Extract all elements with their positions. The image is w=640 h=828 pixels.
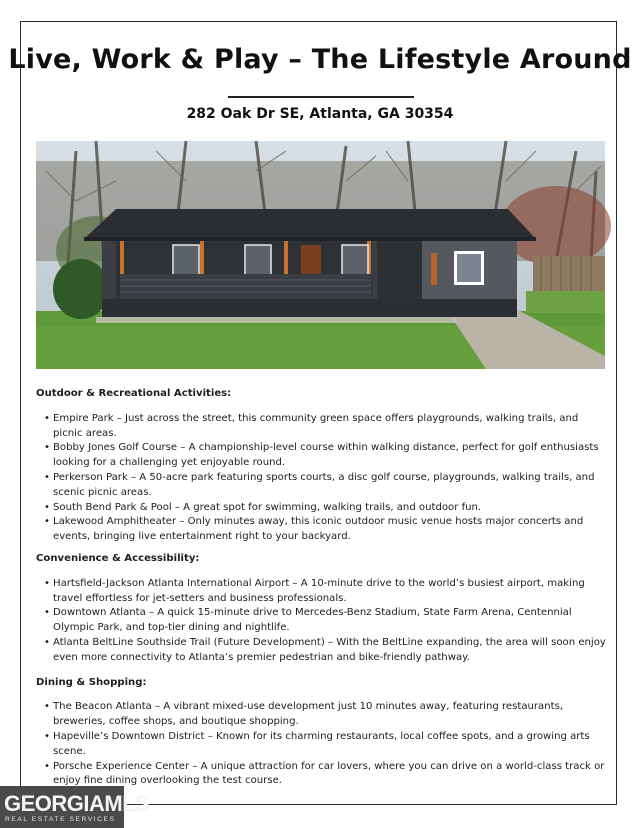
list-item: • South Bend Park & Pool – A great spot for swimming, walking trails, and outdoor fun. [36,501,606,516]
logo-tagline: REAL ESTATE SERVICES [5,816,116,823]
property-address: 282 Oak Dr SE, Atlanta, GA 30354 [186,106,454,122]
section-heading-convenience: Convenience & Accessibility: [36,552,200,564]
list-item: • Porsche Experience Center – A unique attraction for car lovers, where you can drive on a world-class track or enjoy fine dining overlooking the test course. [36,760,606,790]
outdoor-list [36,412,606,545]
title-divider [228,96,414,98]
section-heading-outdoor: Outdoor & Recreational Activities: [36,388,232,399]
list-item: • Hartsfield-Jackson Atlanta International Airport – A 10-minute drive to the world’s busiest airport, making travel effortless for jet-setters and business professionals. [36,577,606,607]
list-item: • Perkerson Park – A 50-acre park featuring sports courts, a disc golf course, playgrounds, walking trails, and scenic picnic areas. [36,471,606,501]
list-item: • Hapeville’s Downtown District – Known for its charming restaurants, local coffee spots, and a growing arts scene. [36,730,606,760]
list-item: • Downtown Atlanta – A quick 15-minute drive to Mercedes-Benz Stadium, State Farm Arena, Centennial Olympic Park, and top-tier dining and nightlife. [36,606,606,636]
list-item: • Bobby Jones Golf Course – A championship-level course within walking distance, perfect for golf enthusiasts looking for a challenging yet enjoyable round. [36,441,606,471]
convenience-list [36,577,606,666]
logo-wordmark: GEORGIAMLS [4,791,150,816]
house-illustration [36,141,605,369]
dining-list [36,700,606,789]
georgia-mls-logo [0,786,150,828]
lifestyle-content [36,387,606,796]
list-item: • Atlanta BeltLine Southside Trail (Future Development) – With the BeltLine expanding, the area will soon enjoy even more connectivity to Atlanta’s premier pedestrian and bike-friendly pathway. [36,636,606,666]
list-item: • Empire Park – Just across the street, this community green space offers playgrounds, walking trails, and picnic areas. [36,412,606,442]
list-item: • Lakewood Amphitheater – Only minutes away, this iconic outdoor music venue hosts major concerts and events, bringing live entertainment right to your backyard. [36,515,606,545]
section-heading-dining: Dining & Shopping: [36,676,147,688]
house-photo [36,141,605,369]
list-item: • The Beacon Atlanta – A vibrant mixed-use development just 10 minutes away, featuring restaurants, breweries, coffee shops, and boutique shopping. [36,700,606,730]
page-title: Live, Work & Play – The Lifestyle Around [8,44,632,75]
